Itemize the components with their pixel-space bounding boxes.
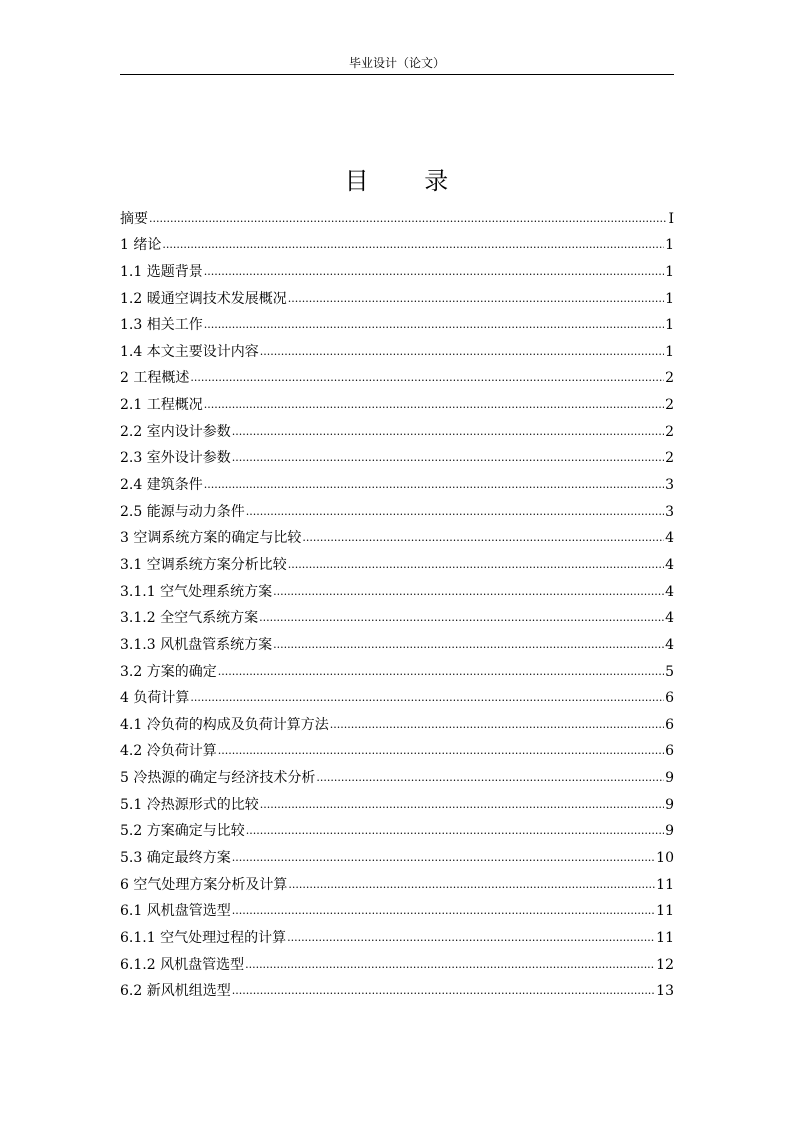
toc-entry-page: 2	[665, 370, 674, 387]
toc-entry[interactable]	[120, 655, 674, 682]
toc-entry-label: 5.1 冷热源形式的比较	[120, 796, 259, 813]
toc-entry-page: I	[668, 210, 674, 227]
toc-leader-dots	[246, 504, 664, 520]
toc-entry-label: 5 冷热源的确定与经济技术分析	[120, 770, 316, 787]
toc-entry-label: 2.5 能源与动力条件	[120, 503, 245, 520]
toc-entry[interactable]	[120, 948, 674, 975]
toc-entry-label: 2.1 工程概况	[120, 397, 203, 414]
toc-leader-dots	[273, 584, 664, 600]
toc-entry-page: 11	[656, 903, 674, 920]
toc-entry-label: 1 绪论	[120, 237, 162, 254]
toc-entry-label: 3.1.1 空气处理系统方案	[120, 583, 273, 600]
toc-entry-label: 1.3 相关工作	[120, 317, 203, 334]
toc-leader-dots	[218, 664, 664, 680]
toc-entry-label: 4.1 冷负荷的构成及负荷计算方法	[120, 716, 329, 733]
toc-entry-page: 3	[665, 503, 674, 520]
toc-entry-label: 6.1 风机盘管选型	[120, 903, 231, 920]
toc-leader-dots	[232, 903, 655, 919]
toc-entry-label: 2.2 室内设计参数	[120, 423, 231, 440]
toc-entry[interactable]	[120, 761, 674, 788]
toc-entry-label: 3.2 方案的确定	[120, 663, 217, 680]
toc-entry-page: 1	[665, 290, 674, 307]
toc-entry[interactable]	[120, 628, 674, 655]
toc-leader-dots	[218, 743, 664, 759]
toc-entry-label: 5.2 方案确定与比较	[120, 823, 245, 840]
toc-entry[interactable]	[120, 255, 674, 282]
toc-entry-label: 6.2 新风机组选型	[120, 983, 231, 1000]
toc-entry[interactable]	[120, 788, 674, 815]
toc-leader-dots	[273, 637, 664, 653]
toc-entry-page: 5	[665, 663, 674, 680]
toc-entry-page: 6	[665, 743, 674, 760]
toc-leader-dots	[232, 983, 655, 999]
toc-entry[interactable]	[120, 735, 674, 762]
toc-entry-page: 4	[665, 556, 674, 573]
toc-entry-label: 6.1.1 空气处理过程的计算	[120, 929, 287, 946]
toc-entry-page: 12	[656, 956, 674, 973]
toc-entry[interactable]	[120, 495, 674, 522]
toc-entry[interactable]	[120, 708, 674, 735]
toc-entry-label: 2.3 室外设计参数	[120, 450, 231, 467]
toc-entry-page: 10	[656, 850, 674, 867]
toc-entry[interactable]	[120, 975, 674, 1002]
toc-entry[interactable]	[120, 415, 674, 442]
toc-leader-dots	[288, 877, 655, 893]
toc-entry[interactable]	[120, 602, 674, 629]
toc-entry-label: 6.1.2 风机盘管选型	[120, 956, 245, 973]
toc-entry-page: 2	[665, 397, 674, 414]
toc-leader-dots	[330, 717, 664, 733]
toc-entry[interactable]	[120, 522, 674, 549]
toc-entry[interactable]	[120, 362, 674, 389]
toc-leader-dots	[190, 370, 664, 386]
toc-leader-dots	[260, 797, 664, 813]
toc-entry-page: 1	[665, 317, 674, 334]
toc-entry-page: 2	[665, 450, 674, 467]
table-of-contents	[120, 202, 674, 1001]
toc-leader-dots	[149, 211, 667, 227]
toc-entry[interactable]	[120, 868, 674, 895]
toc-entry[interactable]	[120, 282, 674, 309]
toc-entry-page: 4	[665, 583, 674, 600]
toc-entry[interactable]	[120, 388, 674, 415]
toc-entry-page: 4	[665, 530, 674, 547]
toc-leader-dots	[232, 850, 655, 866]
toc-entry-page: 9	[665, 796, 674, 813]
toc-entry-page: 1	[665, 237, 674, 254]
toc-leader-dots	[288, 557, 664, 573]
toc-leader-dots	[232, 450, 664, 466]
toc-leader-dots	[245, 957, 655, 973]
toc-entry[interactable]	[120, 468, 674, 495]
toc-leader-dots	[260, 344, 664, 360]
page-header: 毕业设计（论文）	[120, 55, 674, 75]
toc-entry-label: 1.4 本文主要设计内容	[120, 343, 259, 360]
toc-leader-dots	[204, 477, 664, 493]
toc-entry-label: 6 空气处理方案分析及计算	[120, 876, 288, 893]
toc-entry[interactable]	[120, 202, 674, 229]
toc-leader-dots	[259, 610, 664, 626]
toc-title: 目 录	[344, 167, 473, 195]
toc-leader-dots	[287, 930, 655, 946]
toc-entry-label: 3 空调系统方案的确定与比较	[120, 530, 302, 547]
toc-entry-page: 4	[665, 610, 674, 627]
toc-entry[interactable]	[120, 335, 674, 362]
toc-entry-page: 1	[665, 263, 674, 280]
toc-entry[interactable]	[120, 309, 674, 336]
toc-leader-dots	[190, 690, 664, 706]
toc-leader-dots	[316, 770, 664, 786]
toc-entry-page: 13	[656, 983, 674, 1000]
toc-entry-label: 5.3 确定最终方案	[120, 850, 231, 867]
toc-entry-label: 1.2 暖通空调技术发展概况	[120, 290, 287, 307]
toc-entry-label: 4 负荷计算	[120, 690, 190, 707]
toc-leader-dots	[162, 237, 664, 253]
toc-leader-dots	[302, 530, 664, 546]
toc-entry-page: 6	[665, 690, 674, 707]
toc-entry[interactable]	[120, 921, 674, 948]
toc-entry-label: 2 工程概述	[120, 370, 190, 387]
toc-leader-dots	[246, 823, 664, 839]
toc-entry-page: 6	[665, 716, 674, 733]
toc-entry-page: 9	[665, 823, 674, 840]
toc-entry[interactable]	[120, 841, 674, 868]
toc-entry[interactable]	[120, 895, 674, 922]
toc-leader-dots	[288, 291, 664, 307]
toc-entry-page: 2	[665, 423, 674, 440]
toc-entry-label: 3.1.2 全空气系统方案	[120, 610, 259, 627]
toc-entry-label: 摘要	[120, 210, 148, 227]
toc-leader-dots	[204, 317, 664, 333]
toc-entry[interactable]	[120, 575, 674, 602]
toc-leader-dots	[204, 397, 664, 413]
toc-entry-page: 1	[665, 343, 674, 360]
toc-entry[interactable]	[120, 815, 674, 842]
toc-leader-dots	[232, 424, 664, 440]
toc-entry-label: 3.1 空调系统方案分析比较	[120, 556, 287, 573]
toc-entry[interactable]	[120, 229, 674, 256]
toc-entry-page: 9	[665, 770, 674, 787]
toc-entry[interactable]	[120, 442, 674, 469]
toc-entry[interactable]	[120, 548, 674, 575]
toc-entry-page: 11	[656, 929, 674, 946]
toc-entry[interactable]	[120, 682, 674, 709]
toc-entry-label: 2.4 建筑条件	[120, 477, 203, 494]
toc-entry-label: 1.1 选题背景	[120, 263, 203, 280]
toc-entry-label: 3.1.3 风机盘管系统方案	[120, 636, 273, 653]
toc-leader-dots	[204, 264, 664, 280]
toc-entry-page: 4	[665, 636, 674, 653]
toc-entry-label: 4.2 冷负荷计算	[120, 743, 217, 760]
toc-entry-page: 11	[656, 876, 674, 893]
toc-entry-page: 3	[665, 477, 674, 494]
